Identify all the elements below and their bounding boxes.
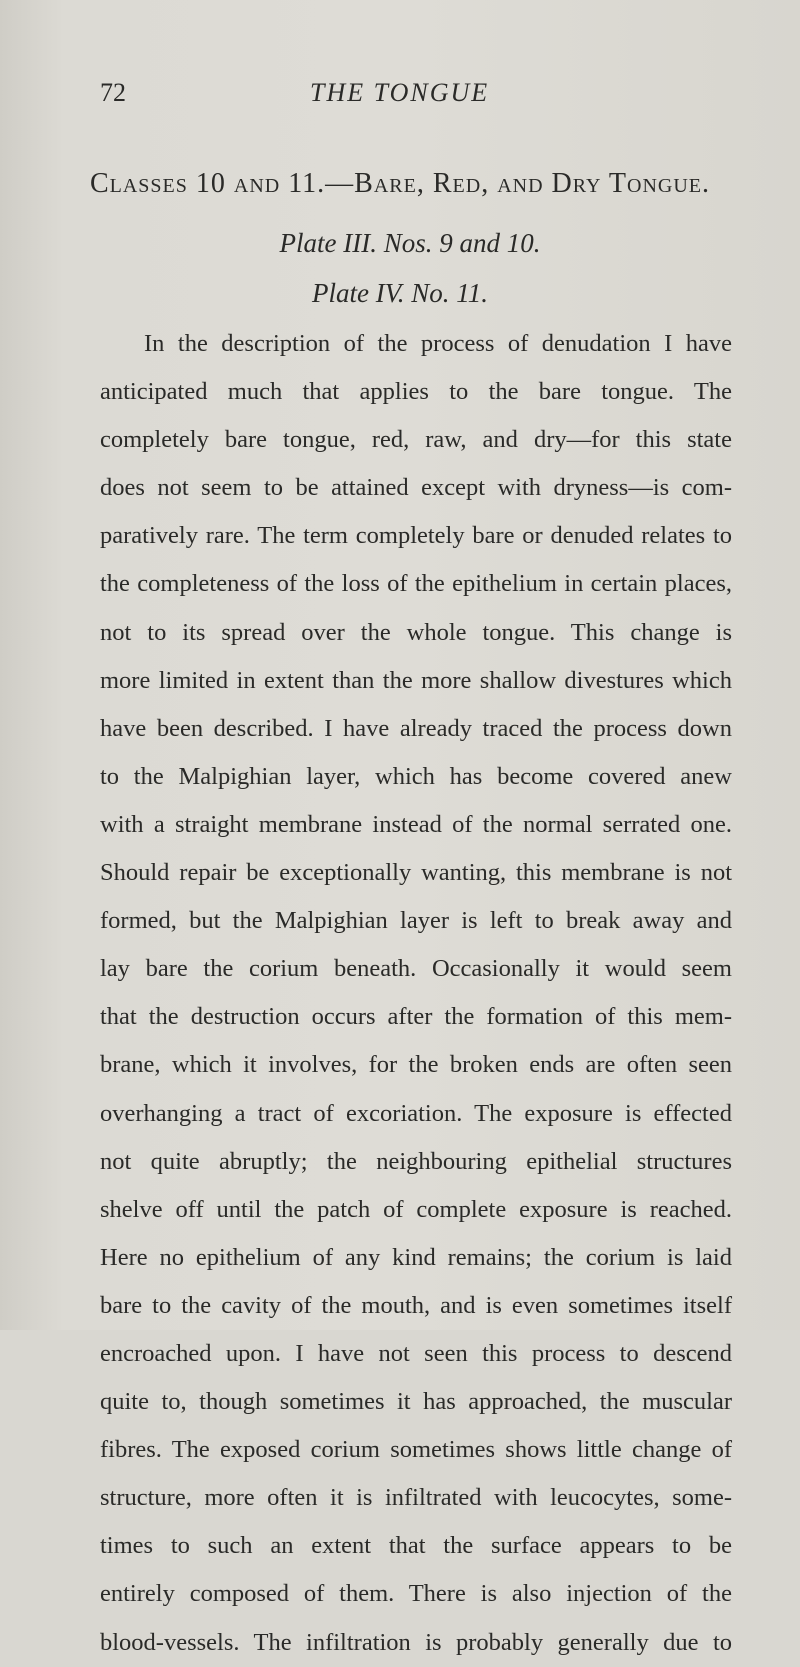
section-heading: Classes 10 and 11.—Bare, Red, and Dry Tongue. (89, 168, 711, 199)
text-line: not quite abruptly; the neighbouring epithelial structures (100, 1147, 732, 1175)
text-line: Should repair be exceptionally wanting, this membrane is not (100, 859, 732, 887)
text-line: paratively rare. The term completely bare or denuded relates to (100, 522, 732, 550)
text-line: shelve off until the patch of complete exposure is reached. (100, 1195, 732, 1223)
text-line: to the Malpighian layer, which has become covered anew (100, 762, 732, 790)
page-number: 72 (100, 78, 126, 107)
text-line: the completeness of the loss of the epithelium in certain places, (100, 570, 732, 598)
text-line: formed, but the Malpighian layer is left to break away and (100, 907, 732, 935)
text-line: lay bare the corium beneath. Occasionally it would seem (100, 955, 732, 983)
plate-reference-1: Plate III. Nos. 9 and 10. (279, 228, 541, 258)
text-line: times to such an extent that the surface appears to be (100, 1532, 732, 1560)
text-line: fibres. The exposed corium sometimes shows little change of (100, 1436, 732, 1464)
text-line: with a straight membrane instead of the normal serrated one. (100, 810, 732, 838)
text-line: have been described. I have already traced the process down (100, 714, 732, 742)
text-line: In the description of the process of denudation I have (144, 330, 732, 357)
text-line: brane, which it involves, for the broken ends are often seen (100, 1051, 732, 1079)
body-paragraph (100, 320, 732, 1667)
text-line: anticipated much that applies to the bare tongue. The (100, 378, 732, 406)
text-line: Here no epithelium of any kind remains; the corium is laid (100, 1243, 732, 1271)
plate-reference-2: Plate IV. No. 11. (312, 278, 488, 308)
text-line: bare to the cavity of the mouth, and is even sometimes itself (100, 1291, 732, 1319)
running-title: THE TONGUE (310, 78, 490, 107)
text-line: entirely composed of them. There is also injection of the (100, 1580, 732, 1608)
text-line: not to its spread over the whole tongue. This change is (100, 618, 732, 646)
text-line: quite to, though sometimes it has approached, the muscular (100, 1388, 732, 1416)
text-line: structure, more often it is infiltrated with leucocytes, some- (100, 1484, 732, 1512)
text-line: blood-vessels. The infiltration is probably generally due to (100, 1628, 732, 1656)
text-line: that the destruction occurs after the formation of this mem- (100, 1003, 732, 1031)
text-line: more limited in extent than the more shallow divestures which (100, 666, 732, 694)
text-line: does not seem to be attained except with dryness—is com- (100, 474, 732, 502)
text-line: overhanging a tract of excoriation. The exposure is effected (100, 1099, 732, 1127)
text-line: encroached upon. I have not seen this process to descend (100, 1339, 732, 1367)
running-head (100, 78, 720, 114)
text-line: completely bare tongue, red, raw, and dry—for this state (100, 426, 732, 454)
